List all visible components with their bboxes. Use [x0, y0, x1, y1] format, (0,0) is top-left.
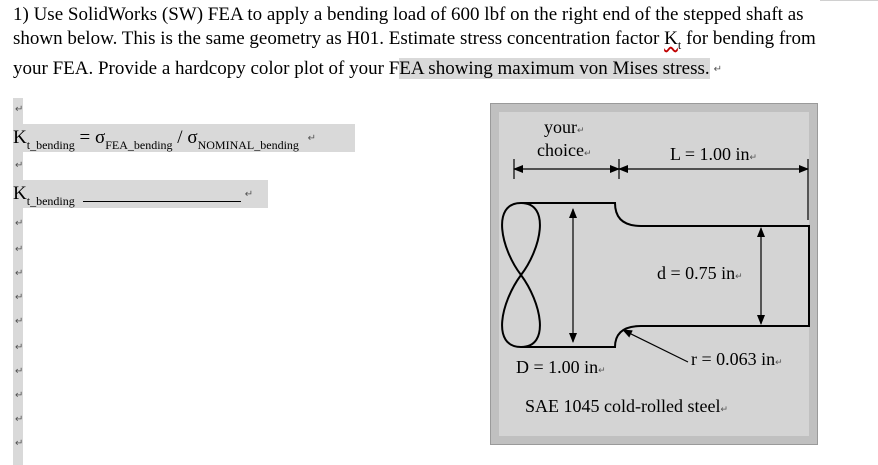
radius-leader — [623, 330, 688, 362]
kt-symbol: K — [13, 183, 27, 204]
paragraph-mark: ↵ — [15, 316, 24, 327]
large-diameter-label: D = 1.00 in↵ — [516, 357, 606, 377]
paragraph-mark: ↵ — [713, 63, 723, 75]
break-symbol — [502, 203, 540, 347]
your-choice-label-1: your↵ — [544, 117, 585, 137]
sigma-nominal-symbol: σ — [187, 127, 198, 148]
problem-number: 1) — [13, 4, 29, 25]
fillet-radius-label: r = 0.063 in↵ — [691, 349, 783, 369]
equals-sign: = — [79, 127, 95, 148]
paragraph-mark: ↵ — [15, 414, 24, 425]
sigma-nominal-subscript: NOMINAL_bending — [197, 138, 299, 152]
problem-text-part2: for bending from your FEA. Provide a hardcopy color plot of your F — [13, 28, 816, 79]
problem-text-part1: Use SolidWorks (SW) FEA to apply a bending load of 600 lbf on the right end of the stepped shaft as shown below. This is the same geometry as H01. Estimate stress concentration factor — [13, 4, 804, 49]
paragraph-mark: ↵ — [15, 160, 24, 171]
sigma-fea-symbol: σ — [94, 127, 106, 148]
kt-subscript: t_bending — [26, 138, 75, 152]
paragraph-mark: ↵ — [15, 366, 24, 377]
kt-symbol: $K_t$ — [664, 28, 682, 52]
material-label: SAE 1045 cold-rolled steel↵ — [525, 396, 729, 416]
page-top-border — [820, 0, 878, 1]
division-slash: / — [177, 127, 188, 148]
problem-text-highlight: EA showing maximum von Mises stress. — [399, 58, 710, 79]
paragraph-mark: ↵ — [15, 438, 24, 449]
paragraph-mark: ↵ — [15, 104, 24, 115]
paragraph-mark: ↵ — [15, 244, 24, 255]
equation-kt-definition — [13, 124, 355, 152]
paragraph-mark: ↵ — [15, 390, 24, 401]
paragraph-mark: ↵ — [15, 218, 24, 229]
paragraph-mark: ↵ — [15, 268, 24, 279]
paragraph-mark: ↵ — [244, 188, 254, 200]
small-diameter-label: d = 0.75 in↵ — [657, 263, 743, 283]
answer-kt-bending — [13, 180, 268, 208]
kt-symbol: K — [13, 127, 27, 148]
answer-blank-field[interactable] — [83, 187, 241, 202]
shaft-figure — [490, 103, 818, 445]
kt-subscript: t_bending — [26, 194, 75, 208]
paragraph-mark: ↵ — [307, 132, 317, 144]
gutter-highlight — [13, 98, 23, 465]
problem-statement — [13, 3, 828, 82]
sigma-fea-subscript: FEA_bending — [105, 138, 173, 152]
length-label: L = 1.00 in↵ — [670, 144, 758, 164]
paragraph-mark: ↵ — [15, 292, 24, 303]
your-choice-label-2: choice↵ — [537, 140, 592, 160]
paragraph-mark: ↵ — [15, 342, 24, 353]
